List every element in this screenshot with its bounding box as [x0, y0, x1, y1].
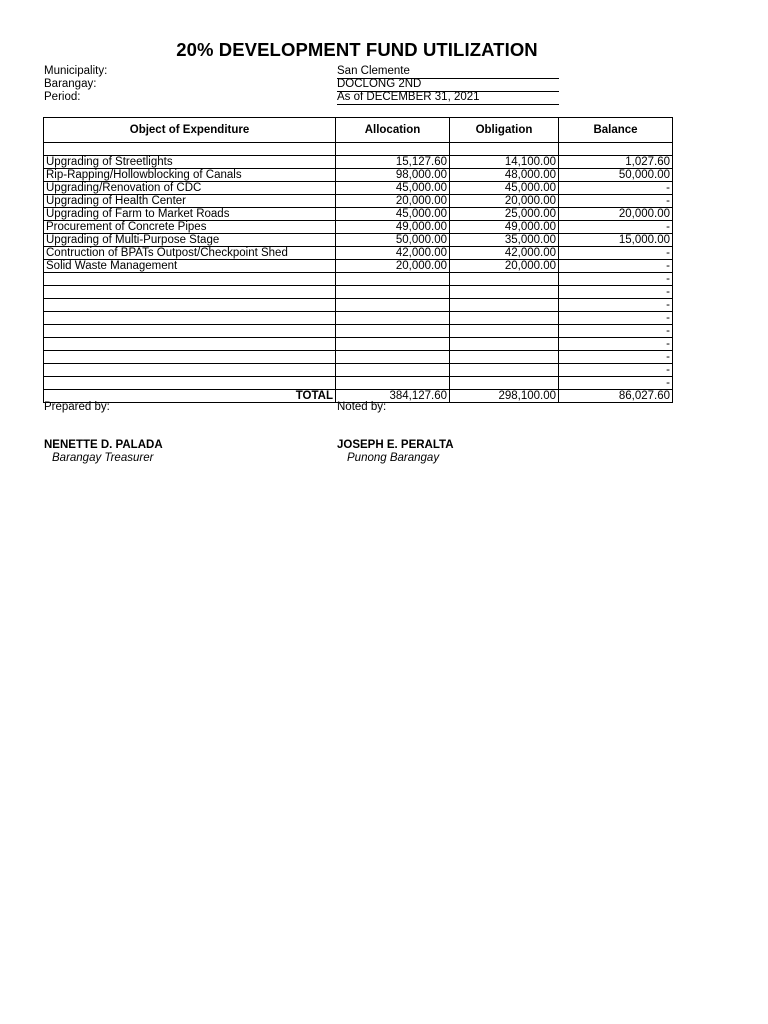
cell-object: Contruction of BPATs Outpost/Checkpoint Shed [44, 247, 336, 260]
cell-allocation [336, 286, 450, 299]
table-row [44, 325, 673, 338]
cell-object: Solid Waste Management [44, 260, 336, 273]
cell-balance: - [559, 351, 673, 364]
cell-obligation [450, 299, 559, 312]
total-balance: 86,027.60 [559, 390, 673, 403]
fund-utilization-table [43, 117, 673, 403]
cell-object: Upgrading of Multi-Purpose Stage [44, 234, 336, 247]
cell-obligation [450, 338, 559, 351]
cell-obligation [450, 286, 559, 299]
cell-balance: 20,000.00 [559, 208, 673, 221]
header-object: Object of Expenditure [44, 118, 336, 143]
prepared-by-role: Barangay Treasurer [52, 452, 154, 464]
cell-balance: 1,027.60 [559, 156, 673, 169]
noted-by-role: Punong Barangay [347, 452, 440, 464]
cell-balance: 50,000.00 [559, 169, 673, 182]
table-row [44, 247, 673, 260]
cell-allocation: 45,000.00 [336, 182, 450, 195]
cell-allocation: 45,000.00 [336, 208, 450, 221]
cell-obligation [450, 325, 559, 338]
table-row [44, 312, 673, 325]
cell-object: Procurement of Concrete Pipes [44, 221, 336, 234]
cell-allocation [336, 273, 450, 286]
table-row [44, 195, 673, 208]
cell-obligation: 20,000.00 [450, 260, 559, 273]
table-row [44, 234, 673, 247]
cell-obligation: 42,000.00 [450, 247, 559, 260]
cell-balance: - [559, 299, 673, 312]
cell-allocation [336, 299, 450, 312]
cell-allocation [336, 325, 450, 338]
table-row [44, 221, 673, 234]
cell-obligation [450, 364, 559, 377]
cell-object [44, 351, 336, 364]
total-label: TOTAL [44, 390, 336, 403]
cell-balance: - [559, 247, 673, 260]
period-label: Period: [44, 91, 81, 103]
cell-balance: - [559, 195, 673, 208]
cell-object [44, 377, 336, 390]
table-row [44, 182, 673, 195]
cell-allocation: 20,000.00 [336, 195, 450, 208]
barangay-value: DOCLONG 2ND [337, 78, 559, 92]
table-row [44, 364, 673, 377]
cell-obligation: 25,000.00 [450, 208, 559, 221]
table-row [44, 338, 673, 351]
cell-allocation [336, 312, 450, 325]
cell-object [44, 312, 336, 325]
table-row [44, 299, 673, 312]
total-obligation: 298,100.00 [450, 390, 559, 403]
total-allocation: 384,127.60 [336, 390, 450, 403]
cell-obligation: 35,000.00 [450, 234, 559, 247]
table-row [44, 286, 673, 299]
cell-obligation: 14,100.00 [450, 156, 559, 169]
municipality-value: San Clemente [337, 65, 559, 79]
cell-balance: - [559, 338, 673, 351]
cell-balance: - [559, 260, 673, 273]
municipality-label: Municipality: [44, 65, 108, 77]
cell-balance: - [559, 286, 673, 299]
cell-allocation [336, 351, 450, 364]
cell-balance: - [559, 364, 673, 377]
cell-object: Upgrading of Health Center [44, 195, 336, 208]
cell-allocation: 15,127.60 [336, 156, 450, 169]
cell-balance: - [559, 325, 673, 338]
cell-obligation [450, 273, 559, 286]
cell-object [44, 299, 336, 312]
table-row [44, 351, 673, 364]
cell-obligation: 45,000.00 [450, 182, 559, 195]
cell-allocation: 49,000.00 [336, 221, 450, 234]
table-row [44, 377, 673, 390]
cell-allocation: 42,000.00 [336, 247, 450, 260]
cell-object [44, 325, 336, 338]
cell-balance: 15,000.00 [559, 234, 673, 247]
prepared-by-name: NENETTE D. PALADA [44, 439, 163, 451]
cell-object [44, 364, 336, 377]
cell-obligation: 20,000.00 [450, 195, 559, 208]
cell-allocation [336, 377, 450, 390]
period-value: As of DECEMBER 31, 2021 [337, 91, 559, 105]
cell-object: Upgrading/Renovation of CDC [44, 182, 336, 195]
cell-allocation: 20,000.00 [336, 260, 450, 273]
cell-allocation: 98,000.00 [336, 169, 450, 182]
cell-balance: - [559, 273, 673, 286]
cell-obligation [450, 312, 559, 325]
prepared-by-label: Prepared by: [44, 401, 110, 413]
cell-obligation: 49,000.00 [450, 221, 559, 234]
cell-allocation [336, 364, 450, 377]
spacer-row [44, 143, 673, 156]
cell-balance: - [559, 182, 673, 195]
cell-object [44, 338, 336, 351]
header-allocation: Allocation [336, 118, 450, 143]
report-title: 20% DEVELOPMENT FUND UTILIZATION [176, 39, 538, 60]
cell-object [44, 286, 336, 299]
cell-balance: - [559, 221, 673, 234]
cell-object: Upgrading of Streetlights [44, 156, 336, 169]
noted-by-label: Noted by: [337, 401, 387, 413]
barangay-label: Barangay: [44, 78, 97, 90]
cell-allocation: 50,000.00 [336, 234, 450, 247]
table-row [44, 260, 673, 273]
table-row [44, 156, 673, 169]
header-balance: Balance [559, 118, 673, 143]
cell-balance: - [559, 312, 673, 325]
noted-by-name: JOSEPH E. PERALTA [337, 439, 454, 451]
table-row [44, 169, 673, 182]
cell-obligation [450, 377, 559, 390]
cell-balance: - [559, 377, 673, 390]
cell-allocation [336, 338, 450, 351]
cell-obligation: 48,000.00 [450, 169, 559, 182]
header-obligation: Obligation [450, 118, 559, 143]
table-header-row [44, 118, 673, 143]
cell-object: Rip-Rapping/Hollowblocking of Canals [44, 169, 336, 182]
table-row [44, 273, 673, 286]
cell-object: Upgrading of Farm to Market Roads [44, 208, 336, 221]
table-row [44, 208, 673, 221]
cell-object [44, 273, 336, 286]
cell-obligation [450, 351, 559, 364]
